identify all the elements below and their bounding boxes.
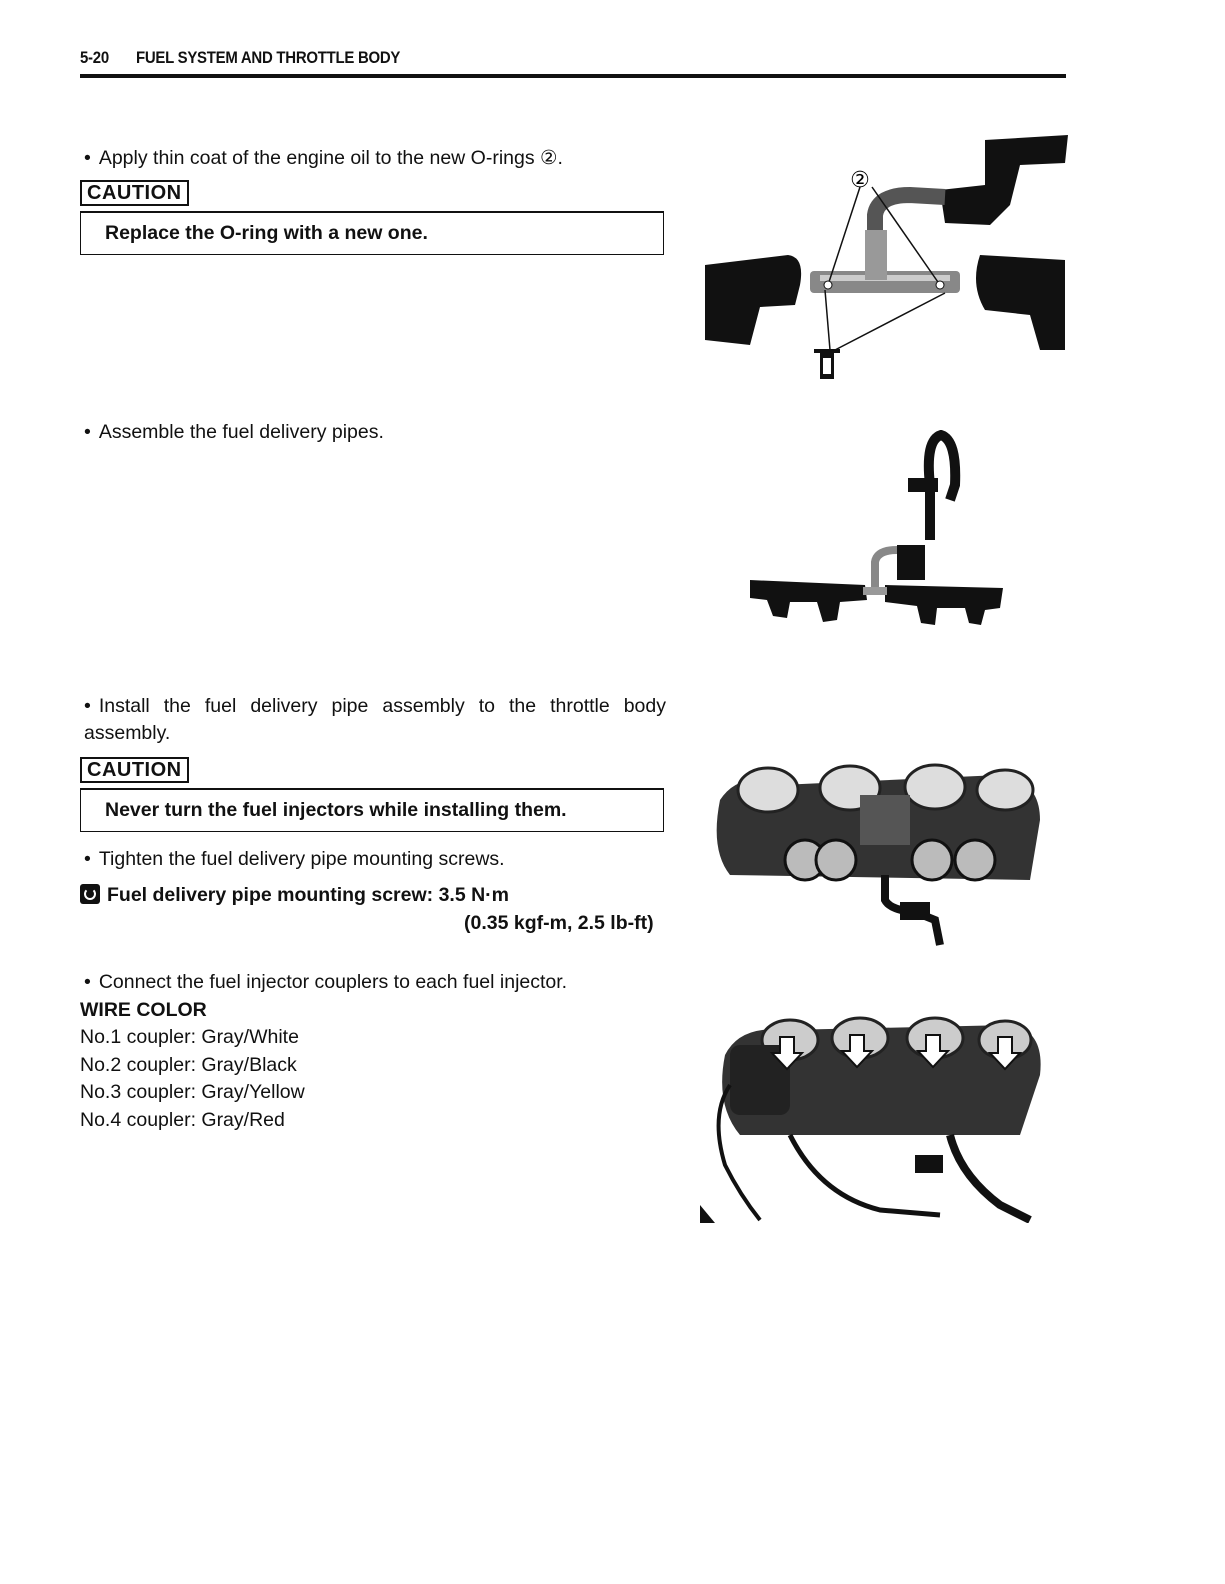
torque-spec	[80, 882, 509, 909]
fig1-callout: ②	[850, 168, 870, 193]
step4-instruction: • Connect the fuel injector couplers to each fuel injector.	[84, 969, 567, 996]
figure-oring-pipe	[700, 135, 1068, 380]
step3-instruction: • Install the fuel delivery pipe assembly to the throttle body assembly.	[84, 693, 666, 747]
coupler-2: No.2 coupler: Gray/Black	[80, 1054, 297, 1076]
torque-label: Fuel delivery pipe mounting screw: 3.5 N·m	[107, 884, 510, 906]
page-header	[80, 44, 1066, 78]
oil-can-icon	[814, 349, 840, 379]
page-number: 5-20	[80, 48, 109, 67]
step1-instruction: • Apply thin coat of the engine oil to the new O-rings ②.	[84, 145, 563, 172]
section-title: FUEL SYSTEM AND THROTTLE BODY	[136, 48, 401, 67]
torque-alt-units: (0.35 kgf-m, 2.5 lb-ft)	[464, 912, 654, 934]
figure-injector-couplers	[700, 965, 1068, 1223]
step1-caution-label: CAUTION	[80, 180, 189, 206]
figure-throttle-body-install	[700, 690, 1068, 950]
step3-tighten-instruction: • Tighten the fuel delivery pipe mounting screws.	[84, 846, 505, 873]
coupler-1: No.1 coupler: Gray/White	[80, 1026, 299, 1048]
torque-wrench-icon	[80, 884, 100, 904]
step3-caution-box: Never turn the fuel injectors while installing them.	[80, 788, 664, 832]
step1-caution-box: Replace the O-ring with a new one.	[80, 211, 664, 255]
wire-color-heading: WIRE COLOR	[80, 999, 207, 1021]
coupler-3: No.3 coupler: Gray/Yellow	[80, 1081, 305, 1103]
figure-fuel-delivery-pipes	[745, 430, 1007, 630]
step3-caution-label: CAUTION	[80, 757, 189, 783]
step2-instruction: • Assemble the fuel delivery pipes.	[84, 419, 384, 446]
coupler-4: No.4 coupler: Gray/Red	[80, 1109, 285, 1131]
